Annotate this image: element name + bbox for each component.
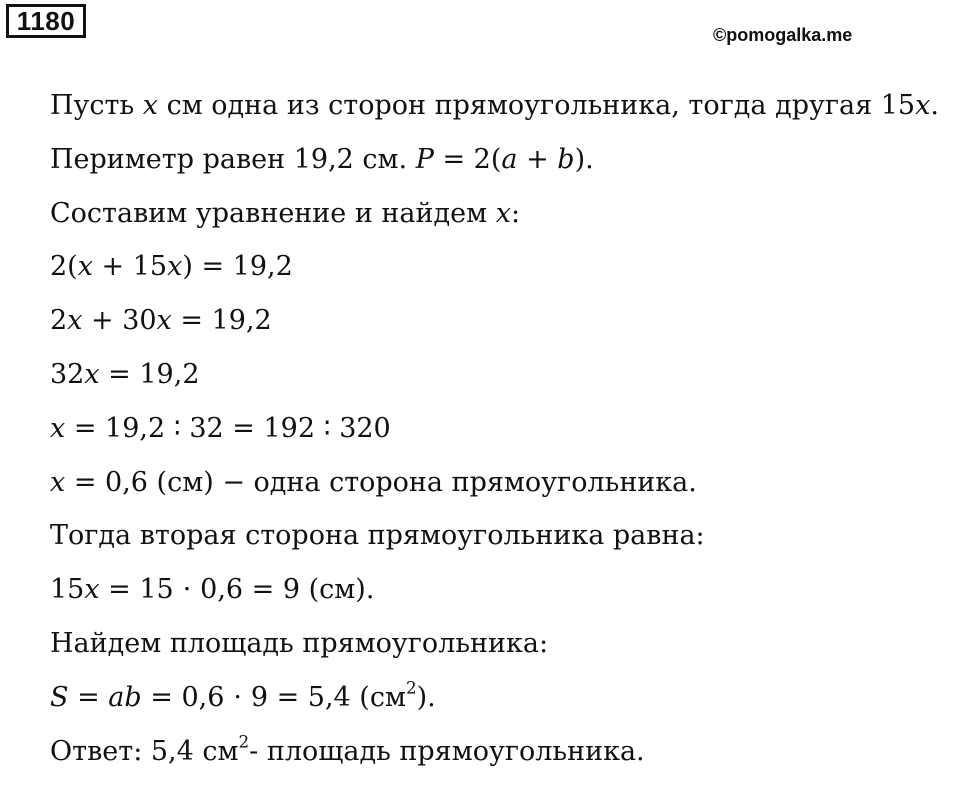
math-variable: a [501,143,518,175]
text-fragment: 2( [50,251,78,283]
equation-line-1 [50,247,955,301]
math-variable: x [915,90,931,121]
equation-line-2 [50,301,955,355]
text-fragment: = [68,681,109,713]
solution-line-2 [50,140,955,194]
text-fragment: Составим уравнение и найдем [50,197,496,229]
math-variable: P [415,143,434,175]
text-fragment: см одна из сторон прямоугольника, тогда другая 15 [158,90,916,121]
math-variable: x [84,574,100,606]
text-fragment: ). [574,143,594,175]
text-fragment: Тогда вторая сторона прямоугольника равна: [50,520,705,552]
area-formula-line [50,678,955,732]
text-fragment: = 0,6 (см) − одна сторона прямоугольника. [65,466,697,498]
text-fragment: = 19,2 ∶ 32 = 192 ∶ 320 [65,412,391,444]
math-variable: x [77,251,93,283]
text-fragment: 15 [50,574,85,606]
math-variable: x [67,305,83,337]
text-fragment: . [930,90,939,121]
math-variable: b [557,143,575,175]
exponent: 2 [405,677,417,698]
task-number-badge: 1180 [6,4,86,38]
text-fragment: Найдем площадь прямоугольника: [50,627,549,659]
result-line-side-2 [50,570,955,624]
text-fragment: Периметр равен 19,2 см. [50,143,416,175]
text-fragment: ) = 19,2 [182,251,293,283]
text-fragment: = 19,2 [99,358,200,390]
text-fragment: Пусть [50,90,143,121]
math-variable: x [84,358,100,390]
text-fragment: Ответ: 5,4 см [50,735,239,767]
text-fragment: = 19,2 [171,305,272,337]
solution-line-11 [50,624,955,678]
text-fragment: + 30 [82,305,157,337]
solution-line-9 [50,516,955,570]
text-fragment: = 0,6 ⋅ 9 = 5,4 (см [141,681,406,713]
text-fragment: + [517,143,558,175]
text-fragment: 32 [50,358,85,390]
math-variable: x [495,197,511,229]
text-fragment: ). [416,681,436,713]
math-variable: x [156,305,172,337]
equation-line-3 [50,355,955,409]
text-fragment: = 15 ⋅ 0,6 = 9 (см). [99,574,375,606]
solution-line-3 [50,194,955,248]
result-line-side-1 [50,463,955,517]
exponent: 2 [238,731,250,752]
math-variable: x [167,251,183,283]
solution-line-1 [50,86,955,140]
equation-line-4 [50,409,955,463]
math-variable: x [142,90,159,121]
text-fragment: : [510,197,521,229]
math-variable: S [50,681,69,713]
answer-line [50,732,955,785]
text-fragment: = 2( [433,143,502,175]
solution-text [50,86,955,785]
text-fragment: + 15 [92,251,168,283]
math-variable: x [50,412,66,444]
text-fragment: - площадь прямоугольника. [249,735,645,767]
math-variable: x [50,466,66,498]
copyright-watermark: ©pomogalka.me [713,25,853,45]
text-fragment: 2 [50,305,68,337]
math-variable: ab [108,681,142,713]
